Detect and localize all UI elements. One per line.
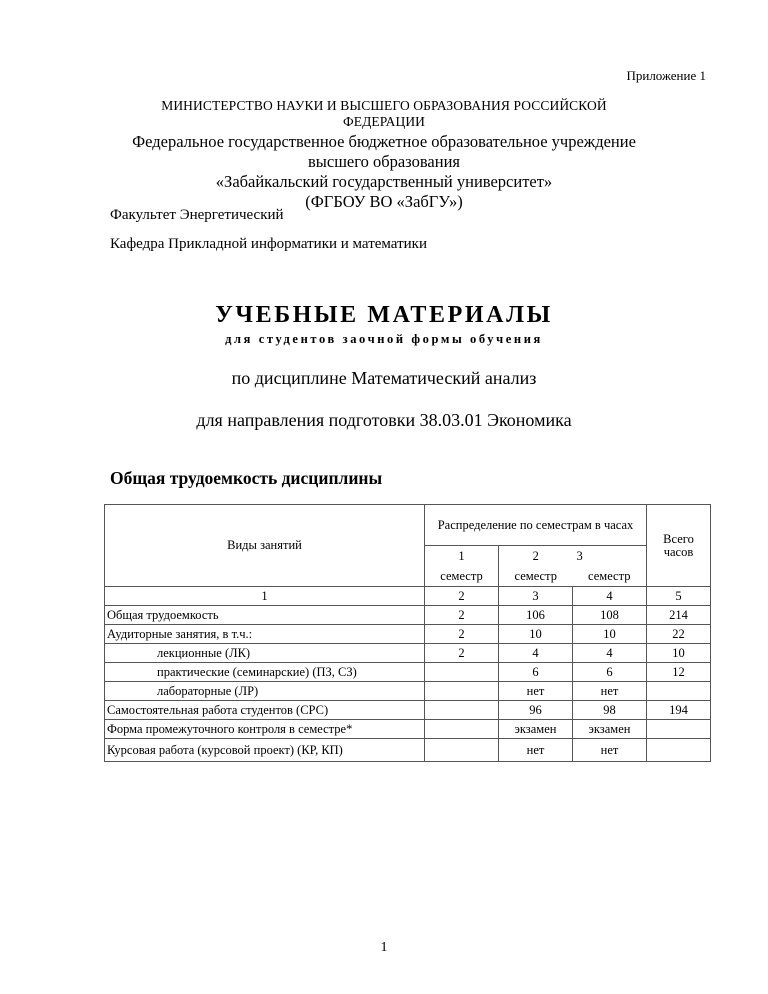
cell-sem1 — [425, 701, 499, 720]
index-cell: 3 — [499, 587, 573, 606]
section-heading: Общая трудоемкость дисциплины — [110, 468, 383, 488]
cell-sem3: 4 — [573, 644, 647, 663]
cell-sem2: 6 — [499, 663, 573, 682]
cell-sem3: нет — [573, 682, 647, 701]
cell-sem3: 108 — [573, 606, 647, 625]
ministry-line-1: МИНИСТЕРСТВО НАУКИ И ВЫСШЕГО ОБРАЗОВАНИЯ РОССИЙСКОЙ — [161, 98, 607, 113]
ministry-line-2: ФЕДЕРАЦИИ — [342, 114, 426, 129]
cell-sem1: 2 — [425, 606, 499, 625]
cell-sem2: 10 — [499, 625, 573, 644]
table-index-row — [105, 587, 711, 606]
faculty-line: Факультет Энергетический — [110, 207, 284, 223]
header-total: Всего часов — [647, 505, 711, 587]
cell-sem1: 2 — [425, 625, 499, 644]
cell-sem2: 96 — [499, 701, 573, 720]
cell-sem2: 106 — [499, 606, 573, 625]
index-cell: 1 — [105, 587, 425, 606]
row-label: Общая трудоемкость — [105, 606, 425, 625]
header-sem1-num: 1 — [425, 546, 499, 567]
table-row — [105, 682, 711, 701]
cell-sem3: экзамен — [573, 720, 647, 739]
table-row — [105, 644, 711, 663]
cell-sem1: 2 — [425, 644, 499, 663]
document-subtitle: для студентов заочной формы обучения — [225, 332, 543, 346]
cell-sem3: нет — [573, 739, 647, 762]
hours-table — [104, 504, 711, 762]
page-number: 1 — [380, 940, 388, 955]
department-line: Кафедра Прикладной информатики и математики — [110, 236, 427, 252]
discipline-line: по дисциплине Математический анализ — [231, 368, 537, 388]
cell-total: 10 — [647, 644, 711, 663]
table-row — [105, 701, 711, 720]
institution-line-1: Федеральное государственное бюджетное образовательное учреждение — [132, 132, 636, 151]
table-row — [105, 739, 711, 762]
cell-sem2: нет — [499, 682, 573, 701]
cell-sem1 — [425, 720, 499, 739]
direction-line: для направления подготовки 38.03.01 Экономика — [196, 410, 572, 430]
row-label: Самостоятельная работа студентов (СРС) — [105, 701, 425, 720]
header-sem2-word: семестр — [499, 566, 573, 587]
header-sem3-num: 3 — [573, 546, 647, 567]
cell-total — [647, 720, 711, 739]
row-label: практические (семинарские) (ПЗ, СЗ) — [105, 663, 425, 682]
cell-sem3: 10 — [573, 625, 647, 644]
cell-total — [647, 739, 711, 762]
cell-sem2: 4 — [499, 644, 573, 663]
header-sem3-word: семестр — [573, 566, 647, 587]
cell-sem2: нет — [499, 739, 573, 762]
row-label: Форма промежуточного контроля в семестре* — [105, 720, 425, 739]
cell-total: 22 — [647, 625, 711, 644]
cell-sem1 — [425, 682, 499, 701]
header-sem2-num: 2 — [499, 546, 573, 567]
header-sem1-word: семестр — [425, 566, 499, 587]
document-title: УЧЕБНЫЕ МАТЕРИАЛЫ — [215, 302, 553, 328]
index-cell: 2 — [425, 587, 499, 606]
institution-line-3: «Забайкальский государственный университет» — [215, 172, 553, 191]
row-label: Аудиторные занятия, в т.ч.: — [105, 625, 425, 644]
cell-sem2: экзамен — [499, 720, 573, 739]
cell-total: 214 — [647, 606, 711, 625]
cell-total — [647, 682, 711, 701]
index-cell: 5 — [647, 587, 711, 606]
header-types: Виды занятий — [105, 505, 425, 587]
cell-sem1 — [425, 739, 499, 762]
table-row — [105, 663, 711, 682]
row-label: Курсовая работа (курсовой проект) (КР, КП) — [105, 739, 425, 762]
table-row — [105, 625, 711, 644]
row-label: лабораторные (ЛР) — [105, 682, 425, 701]
cell-sem3: 98 — [573, 701, 647, 720]
cell-sem1 — [425, 663, 499, 682]
appendix-label: Приложение 1 — [626, 68, 706, 83]
institution-line-4: (ФГБОУ ВО «ЗабГУ») — [305, 192, 463, 211]
cell-sem3: 6 — [573, 663, 647, 682]
cell-total: 12 — [647, 663, 711, 682]
index-cell: 4 — [573, 587, 647, 606]
table-row — [105, 720, 711, 739]
row-label: лекционные (ЛК) — [105, 644, 425, 663]
institution-line-2: высшего образования — [308, 152, 460, 171]
header-distribution: Распределение по семестрам в часах — [425, 505, 647, 546]
table-row — [105, 606, 711, 625]
cell-total: 194 — [647, 701, 711, 720]
